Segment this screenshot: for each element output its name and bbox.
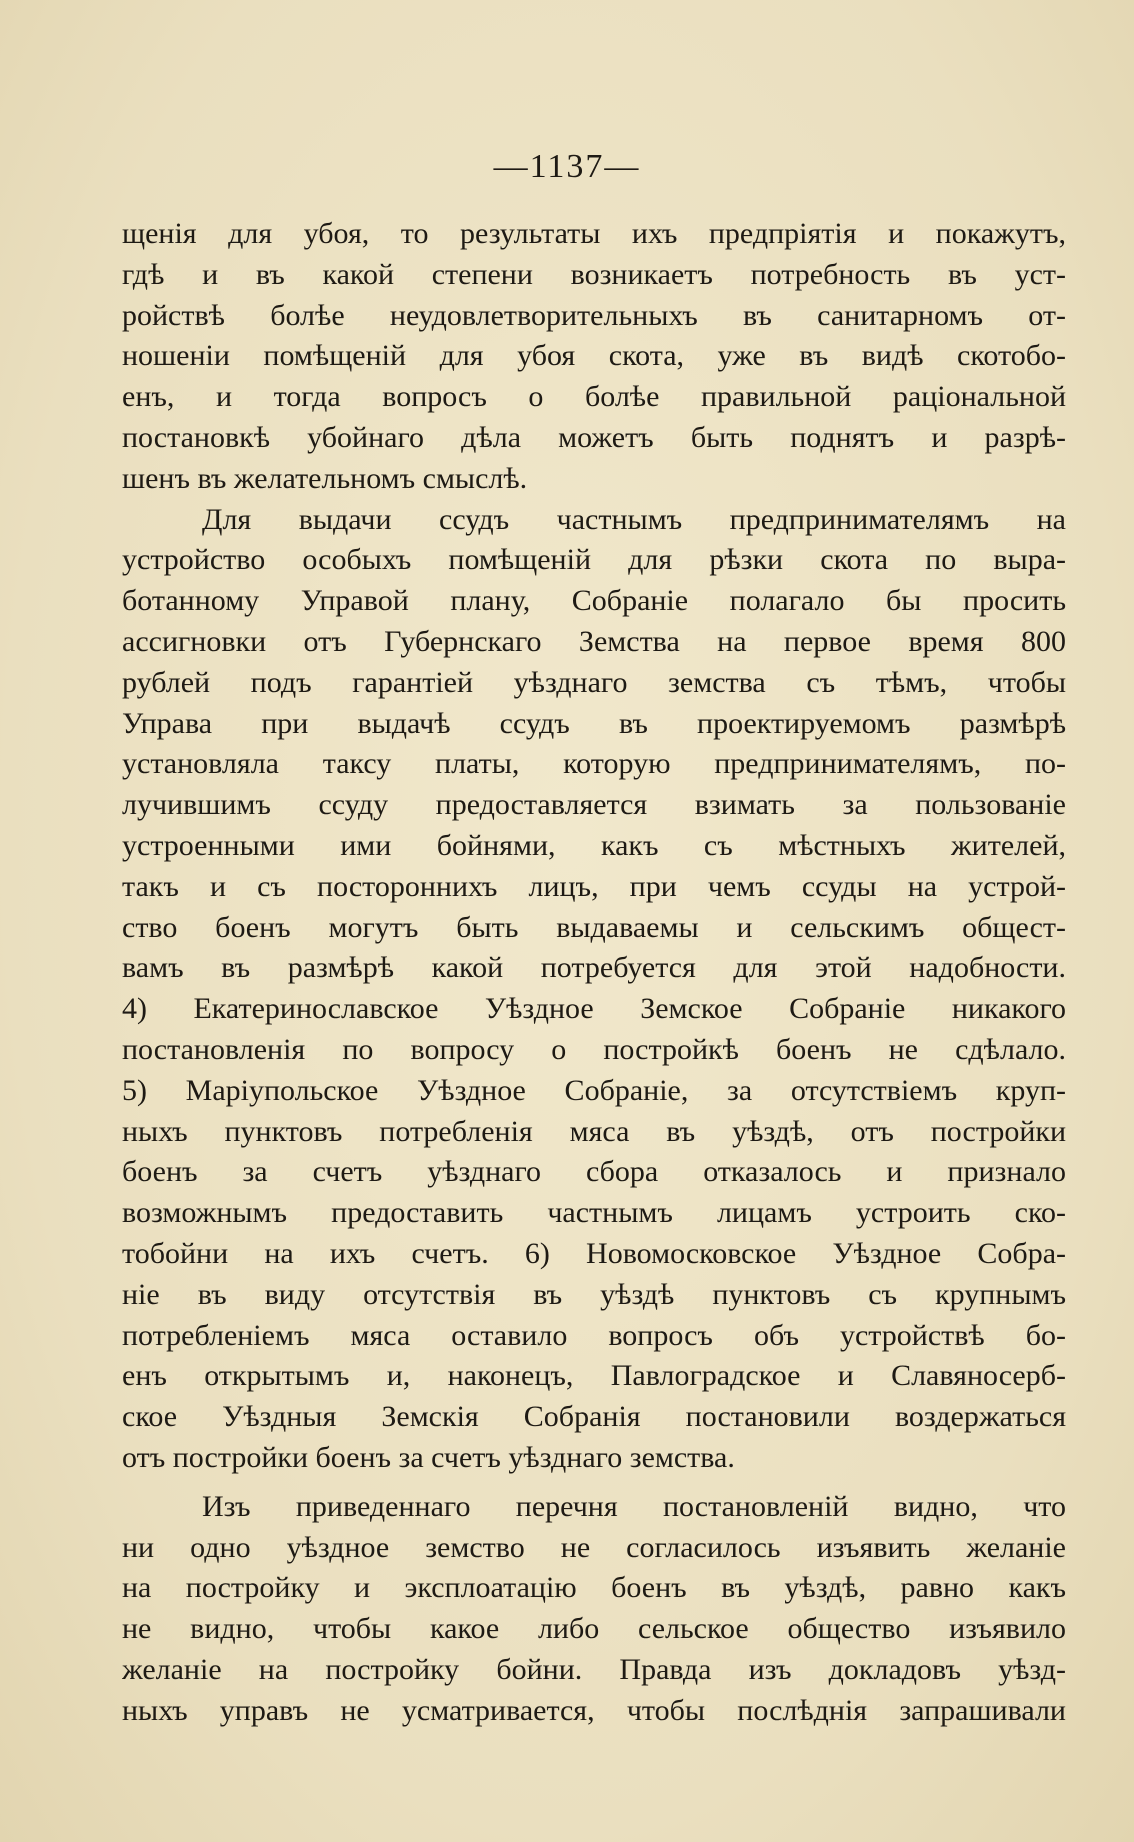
text-line: ботанному Управой плану, Собраніе полагало бы просить [122,584,1066,618]
text-line: енъ открытымъ и, наконецъ, Павлоградское и Славяносерб- [122,1359,1066,1393]
paragraph [122,500,1066,1479]
text-line: постановкѣ убойнаго дѣла можетъ быть поднятъ и разрѣ- [122,420,1066,454]
text-line: возможнымъ предоставить частнымъ лицамъ устроить ско- [122,1196,1066,1230]
paragraph [122,1487,1066,1732]
text-line: тобойни на ихъ счетъ. 6) Новомосковское Уѣздное Собра- [122,1236,1066,1270]
text-line: шенъ въ желательномъ смыслѣ. [122,461,528,495]
text-line: лучившимъ ссуду предоставляется взимать за пользованіе [122,788,1066,822]
text-line: ныхъ пунктовъ потребленія мяса въ уѣздѣ, отъ постройки [122,1114,1066,1148]
text-line: Изъ приведеннаго перечня постановленій видно, что [202,1489,1066,1523]
text-line: рублей подъ гарантіей уѣзднаго земства съ тѣмъ, чтобы [122,665,1066,699]
text-line: установляла таксу платы, которую предпринимателямъ, по- [122,747,1066,781]
text-line: потребленіемъ мяса оставило вопросъ объ устройствѣ бо- [122,1318,1066,1352]
text-line: ніе въ виду отсутствія въ уѣздѣ пунктовъ съ крупнымъ [122,1277,1066,1311]
text-line: ское Уѣздныя Земскія Собранія постановили воздержаться [122,1400,1066,1434]
text-line: Управа при выдачѣ ссудъ въ проектируемомъ размѣрѣ [122,706,1066,740]
text-line: 5) Маріупольское Уѣздное Собраніе, за отсутствіемъ круп- [122,1073,1066,1107]
text-line: боенъ за счетъ уѣзднаго сбора отказалось и признало [122,1155,1066,1189]
text-line: ройствѣ болѣе неудовлетворительныхъ въ санитарномъ от- [122,298,1066,332]
body-text [122,214,1066,1731]
text-line: ни одно уѣздное земство не согласилось изъявить желаніе [122,1530,1066,1564]
text-line: не видно, чтобы какое либо сельское общество изъявило [122,1612,1066,1646]
paragraph [122,214,1066,500]
text-line: вамъ въ размѣрѣ какой потребуется для этой надобности. [122,951,1066,985]
text-line: енъ, и тогда вопросъ о болѣе правильной раціональной [122,380,1066,414]
text-line: отъ постройки боенъ за счетъ уѣзднаго земства. [122,1440,735,1474]
text-line: щенія для убоя, то результаты ихъ предпріятія и покажутъ, [122,217,1066,250]
text-line: гдѣ и въ какой степени возникаетъ потребность въ уст- [122,257,1066,291]
text-line: ныхъ управъ не усматривается, чтобы послѣднія запрашивали [122,1693,1066,1727]
page-number: —1137— [493,148,641,185]
text-line: на постройку и эксплоатацію боенъ въ уѣздѣ, равно какъ [122,1571,1066,1605]
text-line: Для выдачи ссудъ частнымъ предпринимателямъ на [202,502,1066,536]
text-line: 4) Екатеринославское Уѣздное Земское Собраніе никакого [122,992,1066,1026]
text-line: ство боенъ могутъ быть выдаваемы и сельскимъ общест- [122,910,1066,944]
text-line: устроенными ими бойнями, какъ съ мѣстныхъ жителей, [122,828,1066,862]
text-line: ношеніи помѣщеній для убоя скота, уже въ видѣ скотобо- [122,339,1066,373]
paragraph-gap [122,1479,1066,1487]
text-line: устройство особыхъ помѣщеній для рѣзки скота по выра- [122,543,1066,577]
text-line: ассигновки отъ Губернскаго Земства на первое время 800 [122,624,1066,658]
text-line: такъ и съ постороннихъ лицъ, при чемъ ссуды на устрой- [122,869,1066,903]
text-line: желаніе на постройку бойни. Правда изъ докладовъ уѣзд- [122,1652,1066,1686]
text-line: постановленія по вопросу о постройкѣ боенъ не сдѣлало. [122,1032,1066,1066]
